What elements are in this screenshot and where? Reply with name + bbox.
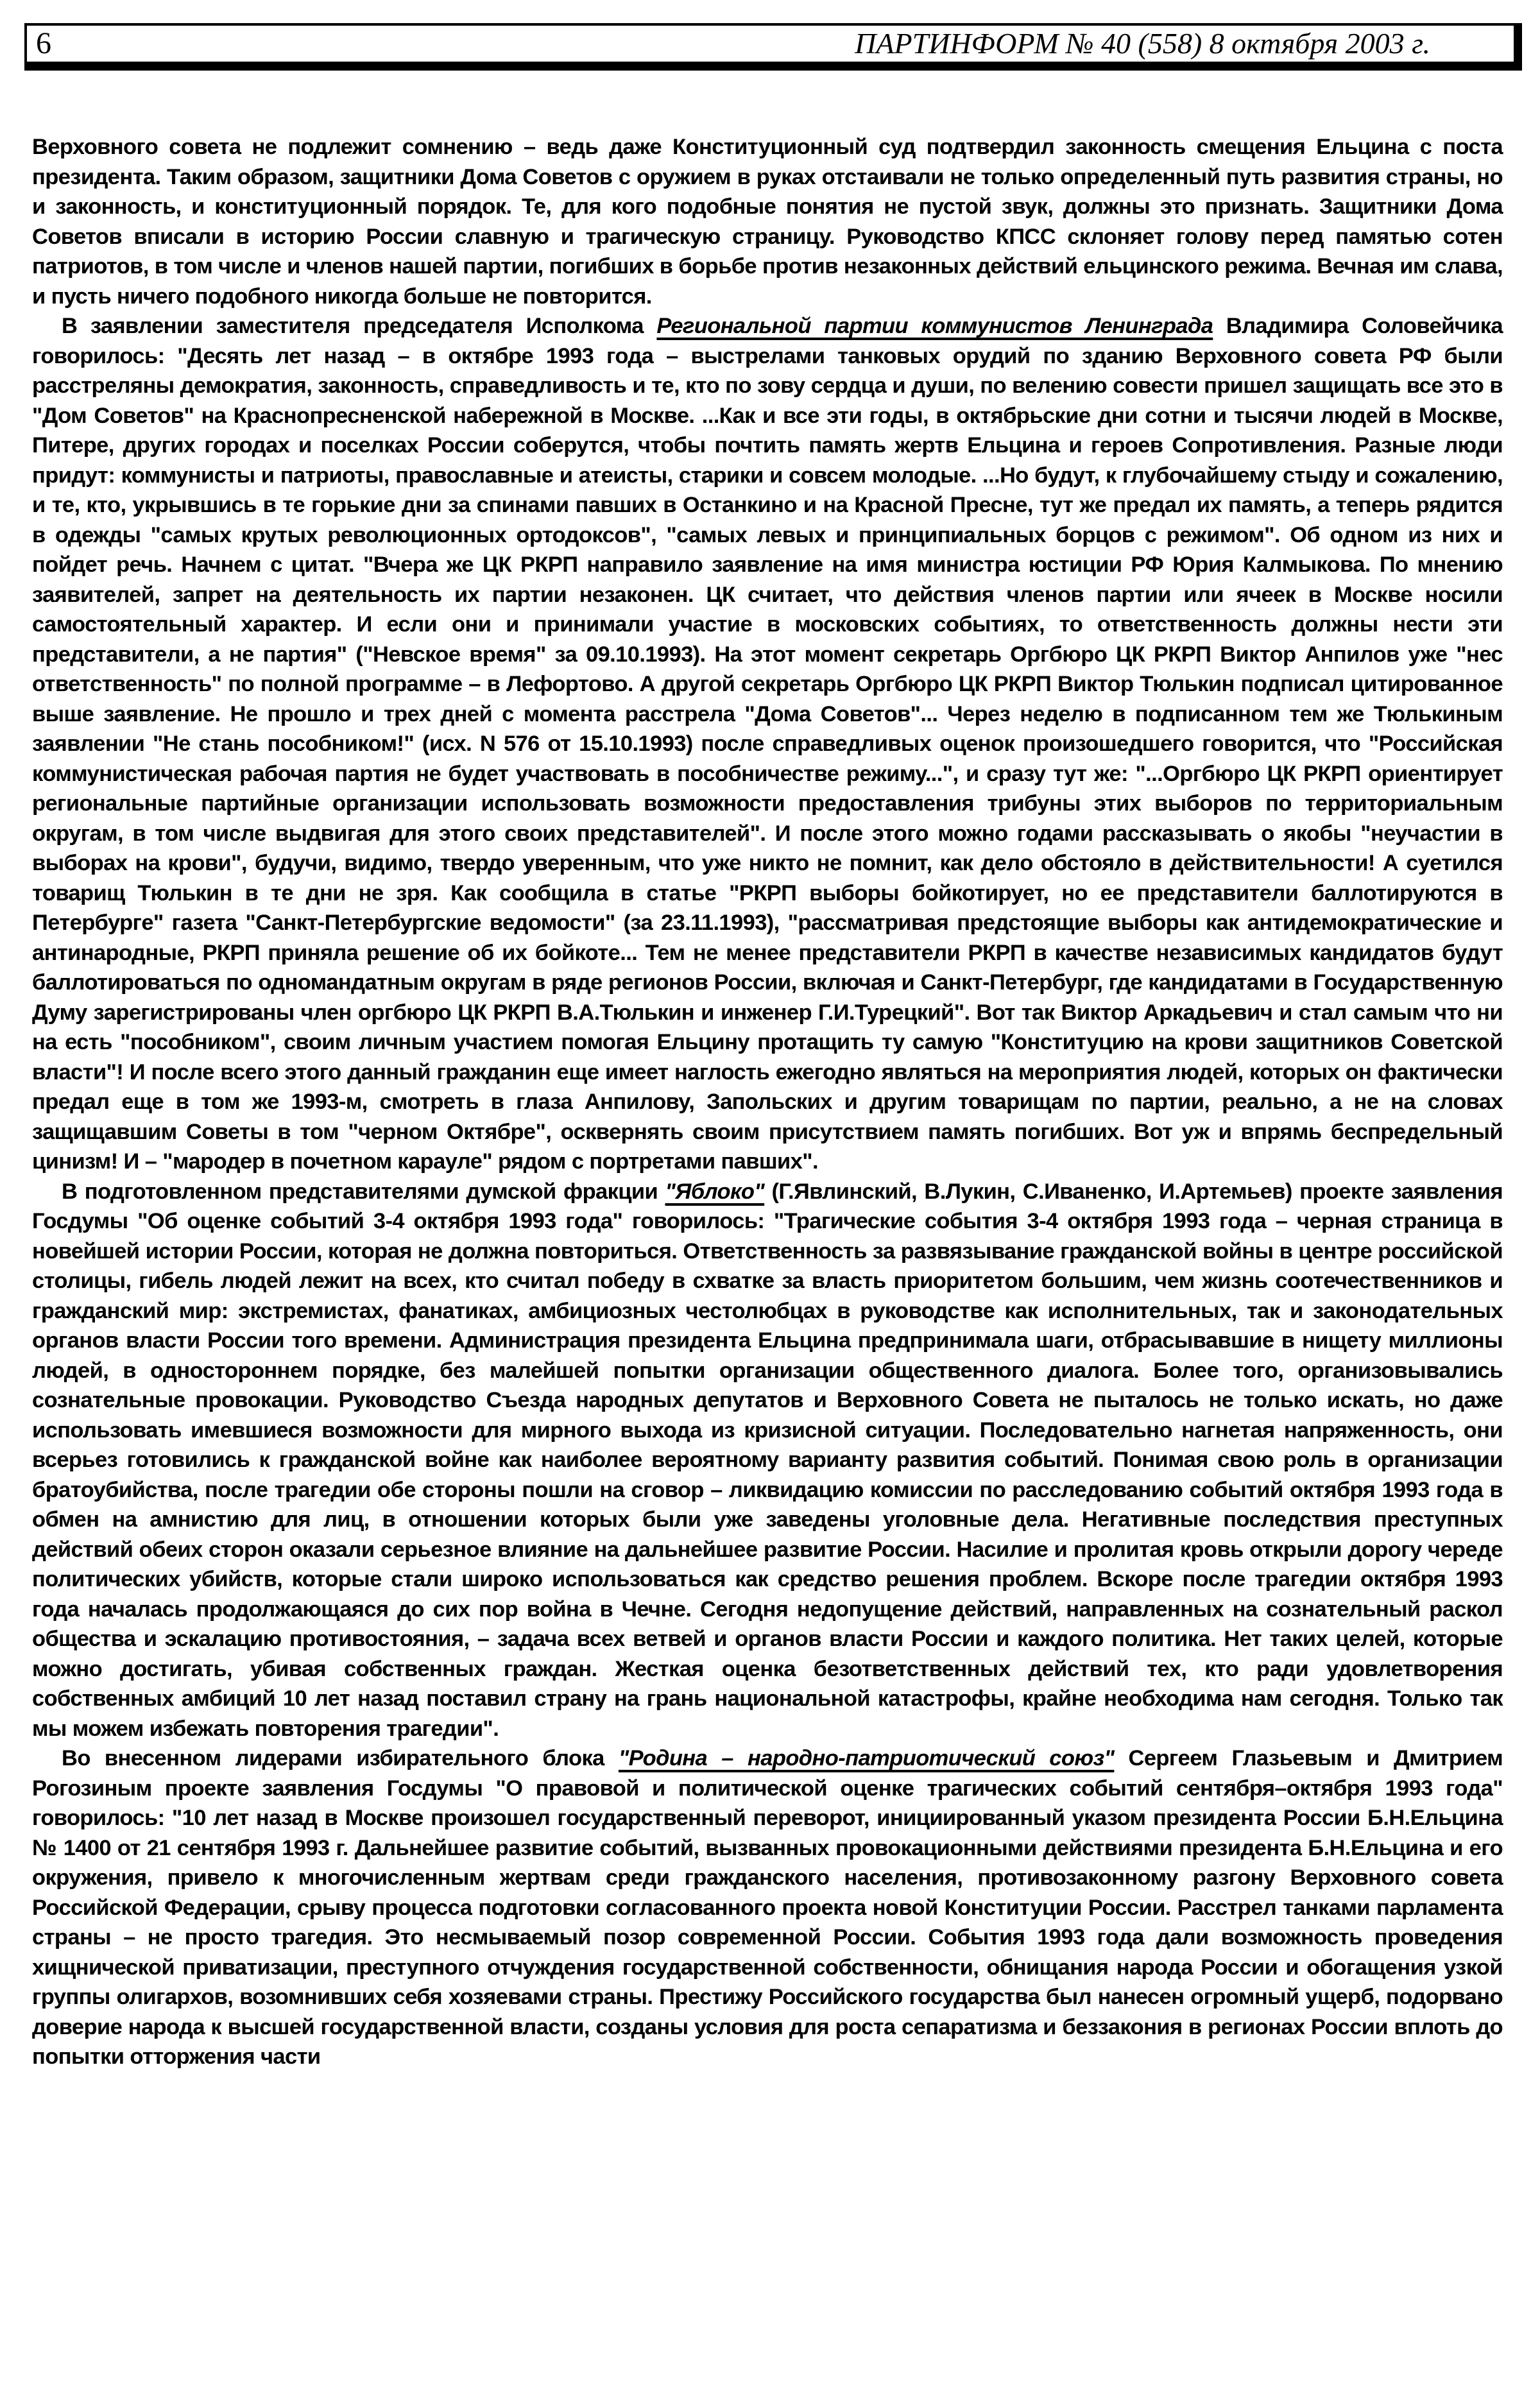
body-paragraph: [32, 311, 1503, 1177]
article-body: [32, 132, 1503, 2072]
body-paragraph: [32, 1177, 1503, 1744]
emphasized-bloc-name: Региональной партии коммунистов Ленинграда: [656, 314, 1213, 338]
paragraph-text: Во внесенном лидерами избирательного блока: [62, 1746, 619, 1770]
paragraph-text: (Г.Явлинский, В.Лукин, С.Иваненко, И.Артемьев) проекте заявления Госдумы "Об оценке событий 3-4 октября 1993 года" говорилось: "Трагические события 3-4 октября 1993 года – черная страница в новейшей истории России, которая не должна повториться. Ответственность за развязывание гражданской войны в центре российской столицы, гибель людей лежит на всех, кто считал победу в схватке за власть приоритетом большим, чем жизнь соотечественников и гражданский мир: экстремистах, фанатиках, амбициозных честолюбцах в руководстве как исполнительных, так и законодательных органов власти России того времени. Администрация президента Ельцина предпринимала шаги, отбрасывавшие в нищету миллионы людей, в одностороннем порядке, без малейшей попытки организации общественного диалога. Более того, организовывались сознательные провокации. Руководство Съезда народных депутатов и Верховного Совета не пыталось не только искать, но даже использовать имевшиеся возможности для мирного выхода из кризисной ситуации. Последовательно нагнетая напряженность, они всерьез готовились к гражданской войне как наиболее вероятному варианту развития событий. Понимая свою роль в организации братоубийства, после трагедии обе стороны пошли на сговор – ликвидацию комиссии по расследованию событий октября 1993 года в обмен на амнистию для лиц, в отношении которых были уже заведены уголовные дела. Негативные последствия преступных действий обеих сторон оказали серьезное влияние на дальнейшее развитие России. Насилие и пролитая кровь открыли дорогу череде политических убийств, которые стали широко использоваться как средство решения проблем. Вскоре после трагедии октября 1993 года началась продолжающаяся до сих пор война в Чечне. Сегодня недопущение действий, направленных на сознательный раскол общества и эскалацию противостояния, – задача всех ветвей и органов власти России и каждого политика. Нет таких целей, которые можно достигать, убивая собственных граждан. Жесткая оценка безответственных действий тех, кто ради удовлетворения собственных амбиций 10 лет назад поставил страну на грань национальной катастрофы, крайне необходима нам сегодня. Только так мы можем избежать повторения трагедии".: [32, 1179, 1503, 1741]
paragraph-text: Верховного совета не подлежит сомнению – ведь даже Конституционный суд подтвердил законность смещения Ельцина с поста президента. Таким образом, защитники Дома Советов с оружием в руках отстаивали не только определенный путь развития страны, но и законность, и конституционный порядок. Те, для кого подобные понятия не пустой звук, должны это признать. Защитники Дома Советов вписали в историю России славную и трагическую страницу. Руководство КПСС склоняет голову перед памятью сотен патриотов, в том числе и членов нашей партии, погибших в борьбе против незаконных действий ельцинского режима. Вечная им слава, и пусть ничего подобного никогда больше не повторится.: [32, 135, 1503, 309]
paragraph-text: Владимира Соловейчика говорилось: "Десять лет назад – в октябре 1993 года – выстрелами танковых орудий по зданию Верховного совета РФ были расстреляны демократия, законность, справедливость и те, кто по зову сердца и души, по велению совести пришел защищать все это в "Дом Советов" на Краснопресненской набережной в Москве. ...Как и все эти годы, в октябрьские дни сотни и тысячи людей в Москве, Питере, других городах и поселках России соберутся, чтобы почтить память жертв Ельцина и героев Сопротивления. Разные люди придут: коммунисты и патриоты, православные и атеисты, старики и совсем молодые. ...Но будут, к глубочайшему стыду и сожалению, и те, кто, укрывшись в те горькие дни за спинами павших в Останкино и на Красной Пресне, тут же предал их память, а теперь рядится в одежды "самых крутых революционных ортодоксов", "самых левых и принципиальных борцов с режимом". Об одном из них и пойдет речь. Начнем с цитат. "Вчера же ЦК РКРП направило заявление на имя министра юстиции РФ Юрия Калмыкова. По мнению заявителей, запрет на деятельность их партии незаконен. ЦК считает, что действия членов партии или ячеек в Москве носили самостоятельный характер. И если они и принимали участие в московских событиях, то ответственность должны нести эти представители, а не партия" ("Невское время" за 09.10.1993). На этот момент секретарь Оргбюро ЦК РКРП Виктор Анпилов уже "нес ответственность" по полной программе – в Лефортово. А другой секретарь Оргбюро ЦК РКРП Виктор Тюлькин подписал цитированное выше заявление. Не прошло и трех дней с момента расстрела "Дома Советов"... Через неделю в подписанном тем же Тюлькиным заявлении "Не стань пособником!" (исх. N 576 от 15.10.1993) после справедливых оценок произошедшего говорится, что "Российская коммунистическая рабочая партия не будет участвовать в пособничестве режиму...", и сразу тут же: "...Оргбюро ЦК РКРП ориентирует региональные партийные организации использовать возможности предоставления трибуны этих выборов по территориальным округам, в том числе выдвигая для этого своих представителей". И после этого можно годами рассказывать о якобы "неучастии в выборах на крови", будучи, видимо, твердо уверенным, что уже никто не помнит, как дело обстояло в действительности! А суетился товарищ Тюлькин в те дни не зря. Как сообщила в статье "РКРП выборы бойкотирует, но ее представители баллотируются в Петербурге" газета "Санкт-Петербургские ведомости" (за 23.11.1993), "рассматривая предстоящие выборы как антидемократические и антинародные, РКРП приняла решение об их бойкоте... Тем не менее представители РКРП в качестве независимых кандидатов будут баллотироваться по одномандатным округам в ряде регионов России, включая и Санкт-Петербург, где кандидатами в Государственную Думу зарегистрированы член оргбюро ЦК РКРП В.А.Тюлькин и инженер Г.И.Турецкий". Вот так Виктор Аркадьевич и стал самым что ни на есть "пособником", своим личным участием помогая Ельцину протащить ту самую "Конституцию на крови защитников Советской власти"! И после всего этого данный гражданин еще имеет наглость ежегодно являться на мероприятия людей, которых он фактически предал еще в том же 1993-м, смотреть в глаза Анпилову, Запольских и другим товарищам по партии, реально, а не на словах защищавшим Советы в том "черном Октябре", осквернять своим присутствием память погибших. Вот уж и впрямь беспредельный цинизм! И – "мародер в почетном карауле" рядом с портретами павших".: [32, 314, 1503, 1174]
newsletter-title: ПАРТИНФОРМ № 40 (558) 8 октября 2003 г.: [855, 27, 1430, 60]
emphasized-bloc-name: "Родина – народно-патриотический союз": [618, 1746, 1115, 1770]
page-number: 6: [36, 26, 51, 60]
body-paragraph: [32, 1744, 1503, 2072]
body-paragraph: [32, 132, 1503, 311]
emphasized-bloc-name: "Яблоко": [665, 1179, 765, 1204]
page-header: [24, 23, 1522, 71]
paragraph-text: Сергеем Глазьевым и Дмитрием Рогозиным проекте заявления Госдумы "О правовой и политической оценке трагических событий сентября–октября 1993 года" говорилось: "10 лет назад в Москве произошел государственный переворот, инициированный указом президента России Б.Н.Ельцина № 1400 от 21 сентября 1993 г. Дальнейшее развитие событий, вызванных провокационными действиями президента Б.Н.Ельцина и его окружения, привело к многочисленным жертвам среди гражданского населения, противозаконному разгону Верховного совета Российской Федерации, срыву процесса подготовки согласованного проекта новой Конституции России. Расстрел танками парламента страны – не просто трагедия. Это несмываемый позор современной России. События 1993 года дали возможность проведения хищнической приватизации, преступного отчуждения государственной собственности, обнищания народа России и обогащения узкой группы олигархов, возомнивших себя хозяевами страны. Престижу Российского государства был нанесен огромный ущерб, подорвано доверие народа к высшей государственной власти, созданы условия для роста сепаратизма и беззакония в регионах России вплоть до попытки отторжения части: [32, 1746, 1503, 2069]
paragraph-text: В заявлении заместителя председателя Исполкома: [62, 314, 657, 338]
paragraph-text: В подготовленном представителями думской фракции: [62, 1179, 665, 1204]
